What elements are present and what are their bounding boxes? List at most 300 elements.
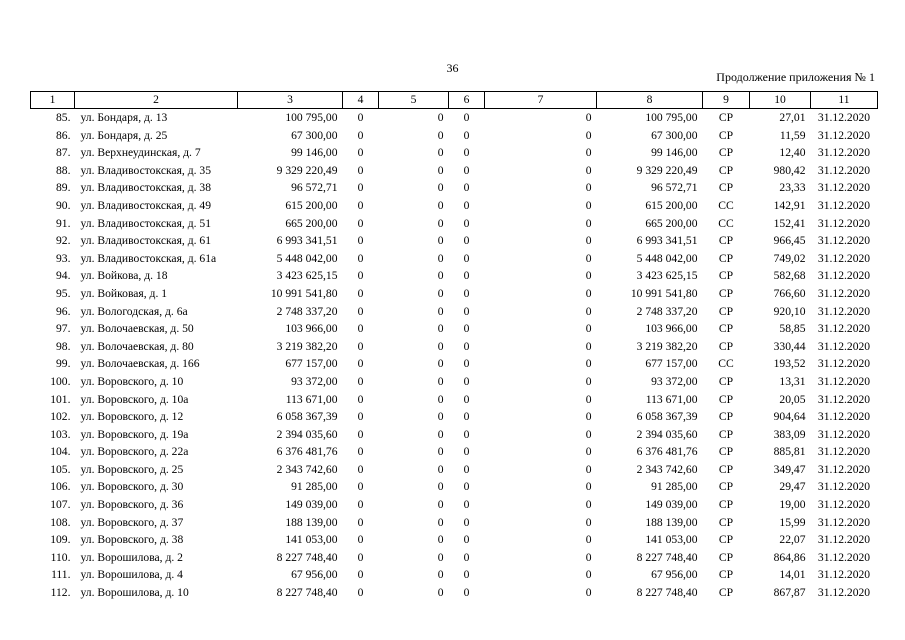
column-header: 4: [343, 92, 379, 109]
col6-cell: 0: [463, 374, 470, 388]
col7-cell: 0: [585, 568, 592, 582]
type-code-cell: СС: [718, 216, 734, 230]
address-cell: ул. Вологодская, д. 6а: [80, 304, 188, 318]
value-cell: 20,05: [779, 392, 806, 406]
date-cell: 31.12.2020: [817, 392, 871, 406]
col7-cell: 0: [585, 304, 592, 318]
col4-cell: 0: [357, 304, 364, 318]
table-row: [31, 426, 878, 444]
col7-cell: 0: [585, 410, 592, 424]
col7-cell: 0: [585, 515, 592, 529]
col5-cell: 0: [437, 392, 444, 406]
address-cell: ул. Владивостокская, д. 35: [80, 163, 211, 177]
value-cell: 904,64: [773, 410, 806, 424]
col4-cell: 0: [357, 586, 364, 600]
type-code-cell: СР: [718, 392, 734, 406]
amount-cell: 188 139,00: [285, 515, 338, 529]
col7-cell: 0: [585, 163, 592, 177]
total-amount-cell: 2 394 035,60: [636, 427, 698, 441]
row-number-cell: 88.: [56, 163, 71, 177]
type-code-cell: СР: [718, 111, 734, 124]
total-amount-cell: 9 329 220,49: [636, 163, 698, 177]
address-cell: ул. Воровского, д. 36: [80, 498, 184, 512]
col6-cell: 0: [463, 462, 470, 476]
col6-cell: 0: [463, 181, 470, 195]
row-number-cell: 96.: [56, 304, 71, 318]
col4-cell: 0: [357, 533, 364, 547]
row-number-cell: 95.: [56, 286, 71, 300]
col7-cell: 0: [585, 216, 592, 230]
table-row: [31, 127, 878, 145]
column-header: 2: [75, 92, 238, 109]
amount-cell: 8 227 748,40: [276, 586, 338, 600]
date-cell: 31.12.2020: [817, 111, 871, 124]
amount-cell: 9 329 220,49: [276, 163, 338, 177]
address-cell: ул. Воровского, д. 19а: [80, 427, 189, 441]
date-cell: 31.12.2020: [817, 339, 871, 353]
col4-cell: 0: [357, 198, 364, 212]
value-cell: 330,44: [773, 339, 806, 353]
total-amount-cell: 615 200,00: [645, 198, 698, 212]
page-number: 36: [446, 61, 459, 75]
column-header: 5: [379, 92, 449, 109]
row-number-cell: 108.: [50, 515, 71, 529]
date-cell: 31.12.2020: [817, 410, 871, 424]
amount-cell: 67 300,00: [291, 128, 338, 142]
type-code-cell: СР: [718, 251, 734, 265]
col6-cell: 0: [463, 410, 470, 424]
col4-cell: 0: [357, 410, 364, 424]
row-number-cell: 107.: [50, 498, 71, 512]
type-code-cell: СР: [718, 269, 734, 283]
address-cell: ул. Владивостокская, д. 51: [80, 216, 211, 230]
column-number-header-row: [31, 92, 878, 109]
col4-cell: 0: [357, 269, 364, 283]
col5-cell: 0: [437, 198, 444, 212]
table-row: [31, 285, 878, 303]
value-cell: 383,09: [773, 427, 806, 441]
row-number-cell: 111.: [51, 568, 71, 582]
column-header: 6: [449, 92, 485, 109]
amount-cell: 103 966,00: [285, 322, 338, 336]
col7-cell: 0: [585, 586, 592, 600]
col7-cell: 0: [585, 234, 592, 248]
row-number-cell: 97.: [56, 322, 71, 336]
col5-cell: 0: [437, 533, 444, 547]
amount-cell: 96 572,71: [291, 181, 338, 195]
address-cell: ул. Владивостокская, д. 61а: [80, 251, 217, 265]
date-cell: 31.12.2020: [817, 304, 871, 318]
col7-cell: 0: [585, 128, 592, 142]
col5-cell: 0: [437, 234, 444, 248]
row-number-cell: 98.: [56, 339, 71, 353]
col5-cell: 0: [437, 339, 444, 353]
amount-cell: 113 671,00: [285, 392, 338, 406]
col5-cell: 0: [437, 181, 444, 195]
col5-cell: 0: [437, 304, 444, 318]
col6-cell: 0: [463, 198, 470, 212]
col6-cell: 0: [463, 392, 470, 406]
col4-cell: 0: [357, 550, 364, 564]
address-cell: ул. Ворошилова, д. 2: [80, 550, 183, 564]
col4-cell: 0: [357, 374, 364, 388]
total-amount-cell: 8 227 748,40: [636, 586, 698, 600]
value-cell: 152,41: [773, 216, 806, 230]
type-code-cell: СР: [718, 480, 734, 494]
col4-cell: 0: [357, 357, 364, 371]
table-row: [31, 109, 878, 127]
col4-cell: 0: [357, 251, 364, 265]
address-cell: ул. Бондаря, д. 13: [80, 111, 168, 124]
total-amount-cell: 2 748 337,20: [636, 304, 698, 318]
amount-cell: 141 053,00: [285, 533, 338, 547]
col6-cell: 0: [463, 533, 470, 547]
table-row: [31, 303, 878, 321]
value-cell: 23,33: [779, 181, 806, 195]
col4-cell: 0: [357, 339, 364, 353]
col5-cell: 0: [437, 111, 444, 124]
col7-cell: 0: [585, 269, 592, 283]
date-cell: 31.12.2020: [817, 568, 871, 582]
col7-cell: 0: [585, 198, 592, 212]
col4-cell: 0: [357, 111, 364, 124]
col5-cell: 0: [437, 462, 444, 476]
col6-cell: 0: [463, 357, 470, 371]
address-cell: ул. Воровского, д. 12: [80, 410, 184, 424]
type-code-cell: СР: [718, 339, 734, 353]
amount-cell: 6 058 367,39: [276, 410, 338, 424]
amount-cell: 2 748 337,20: [276, 304, 338, 318]
type-code-cell: СР: [718, 568, 734, 582]
row-number-cell: 99.: [56, 357, 71, 371]
col6-cell: 0: [463, 163, 470, 177]
total-amount-cell: 99 146,00: [651, 146, 698, 160]
row-number-cell: 100.: [50, 374, 71, 388]
row-number-cell: 103.: [50, 427, 71, 441]
row-number-cell: 92.: [56, 234, 71, 248]
table-row: [31, 267, 878, 285]
col5-cell: 0: [437, 269, 444, 283]
value-cell: 27,01: [779, 111, 806, 124]
col6-cell: 0: [463, 480, 470, 494]
date-cell: 31.12.2020: [817, 146, 871, 160]
row-number-cell: 109.: [50, 533, 71, 547]
date-cell: 31.12.2020: [817, 128, 871, 142]
col7-cell: 0: [585, 427, 592, 441]
row-number-cell: 89.: [56, 181, 71, 195]
col7-cell: 0: [585, 445, 592, 459]
table-row: [31, 566, 878, 584]
col4-cell: 0: [357, 498, 364, 512]
col6-cell: 0: [463, 216, 470, 230]
col4-cell: 0: [357, 216, 364, 230]
amount-cell: 99 146,00: [291, 146, 338, 160]
table-row: [31, 443, 878, 461]
col7-cell: 0: [585, 462, 592, 476]
row-number-cell: 90.: [56, 198, 71, 212]
table-row: [31, 408, 878, 426]
row-number-cell: 104.: [50, 445, 71, 459]
value-cell: 58,85: [779, 322, 806, 336]
total-amount-cell: 2 343 742,60: [636, 462, 698, 476]
row-number-cell: 91.: [56, 216, 71, 230]
address-cell: ул. Верхнеудинская, д. 7: [80, 146, 201, 160]
date-cell: 31.12.2020: [817, 181, 871, 195]
address-cell: ул. Воровского, д. 10а: [80, 392, 189, 406]
col5-cell: 0: [437, 146, 444, 160]
table-row: [31, 478, 878, 496]
value-cell: 582,68: [773, 269, 806, 283]
col7-cell: 0: [585, 339, 592, 353]
col6-cell: 0: [463, 322, 470, 336]
date-cell: 31.12.2020: [817, 550, 871, 564]
data-table: [30, 91, 878, 602]
row-number-cell: 110.: [50, 550, 71, 564]
col5-cell: 0: [437, 550, 444, 564]
col6-cell: 0: [463, 427, 470, 441]
col4-cell: 0: [357, 445, 364, 459]
col5-cell: 0: [437, 374, 444, 388]
col4-cell: 0: [357, 462, 364, 476]
type-code-cell: СР: [718, 427, 734, 441]
table-row: [31, 461, 878, 479]
value-cell: 980,42: [773, 163, 806, 177]
address-cell: ул. Владивостокская, д. 61: [80, 234, 211, 248]
total-amount-cell: 3 423 625,15: [636, 269, 698, 283]
col6-cell: 0: [463, 286, 470, 300]
col6-cell: 0: [463, 568, 470, 582]
value-cell: 14,01: [779, 568, 806, 582]
address-cell: ул. Волочаевская, д. 166: [80, 357, 200, 371]
date-cell: 31.12.2020: [817, 515, 871, 529]
value-cell: 29,47: [779, 480, 806, 494]
total-amount-cell: 6 058 367,39: [636, 410, 698, 424]
total-amount-cell: 103 966,00: [645, 322, 698, 336]
col6-cell: 0: [463, 128, 470, 142]
amount-cell: 91 285,00: [291, 480, 338, 494]
type-code-cell: СР: [718, 533, 734, 547]
column-header: 9: [703, 92, 750, 109]
col4-cell: 0: [357, 163, 364, 177]
total-amount-cell: 96 572,71: [651, 181, 698, 195]
table-row: [31, 197, 878, 215]
total-amount-cell: 149 039,00: [645, 498, 698, 512]
col7-cell: 0: [585, 498, 592, 512]
col5-cell: 0: [437, 251, 444, 265]
amount-cell: 2 394 035,60: [276, 427, 338, 441]
amount-cell: 2 343 742,60: [276, 462, 338, 476]
address-cell: ул. Войкова, д. 18: [80, 269, 168, 283]
value-cell: 867,87: [773, 586, 806, 600]
col4-cell: 0: [357, 480, 364, 494]
table-row: [31, 355, 878, 373]
col4-cell: 0: [357, 568, 364, 582]
address-cell: ул. Воровского, д. 25: [80, 462, 184, 476]
table-row: [31, 496, 878, 514]
col7-cell: 0: [585, 286, 592, 300]
address-cell: ул. Волочаевская, д. 50: [80, 322, 194, 336]
column-header: 3: [238, 92, 343, 109]
col5-cell: 0: [437, 480, 444, 494]
total-amount-cell: 677 157,00: [645, 357, 698, 371]
col7-cell: 0: [585, 322, 592, 336]
value-cell: 15,99: [779, 515, 806, 529]
total-amount-cell: 141 053,00: [645, 533, 698, 547]
col4-cell: 0: [357, 128, 364, 142]
date-cell: 31.12.2020: [817, 533, 871, 547]
total-amount-cell: 3 219 382,20: [636, 339, 698, 353]
col6-cell: 0: [463, 111, 470, 124]
col5-cell: 0: [437, 410, 444, 424]
amount-cell: 67 956,00: [291, 568, 338, 582]
table-row: [31, 373, 878, 391]
col6-cell: 0: [463, 339, 470, 353]
col5-cell: 0: [437, 322, 444, 336]
amount-cell: 677 157,00: [285, 357, 338, 371]
amount-cell: 149 039,00: [285, 498, 338, 512]
total-amount-cell: 6 993 341,51: [636, 234, 698, 248]
date-cell: 31.12.2020: [817, 163, 871, 177]
type-code-cell: СР: [718, 234, 734, 248]
column-header: 11: [811, 92, 878, 109]
col4-cell: 0: [357, 322, 364, 336]
address-cell: ул. Волочаевская, д. 80: [80, 339, 194, 353]
address-cell: ул. Воровского, д. 37: [80, 515, 184, 529]
table-row: [31, 320, 878, 338]
date-cell: 31.12.2020: [817, 234, 871, 248]
col4-cell: 0: [357, 427, 364, 441]
col6-cell: 0: [463, 515, 470, 529]
table-row: [31, 179, 878, 197]
amount-cell: 8 227 748,40: [276, 550, 338, 564]
address-cell: ул. Войковая, д. 1: [80, 286, 168, 300]
col6-cell: 0: [463, 586, 470, 600]
col5-cell: 0: [437, 286, 444, 300]
value-cell: 193,52: [773, 357, 806, 371]
col5-cell: 0: [437, 216, 444, 230]
col7-cell: 0: [585, 374, 592, 388]
row-number-cell: 93.: [56, 251, 71, 265]
amount-cell: 615 200,00: [285, 198, 338, 212]
type-code-cell: СС: [718, 357, 734, 371]
value-cell: 349,47: [773, 462, 806, 476]
type-code-cell: СС: [718, 198, 734, 212]
type-code-cell: СР: [718, 445, 734, 459]
total-amount-cell: 8 227 748,40: [636, 550, 698, 564]
total-amount-cell: 665 200,00: [645, 216, 698, 230]
table-row: [31, 514, 878, 532]
table-row: [31, 584, 878, 602]
value-cell: 13,31: [779, 374, 806, 388]
table-row: [31, 162, 878, 180]
appendix-continuation-note: Продолжение приложения № 1: [716, 70, 875, 84]
amount-cell: 93 372,00: [291, 374, 338, 388]
value-cell: 885,81: [773, 445, 806, 459]
col7-cell: 0: [585, 480, 592, 494]
amount-cell: 5 448 042,00: [276, 251, 338, 265]
total-amount-cell: 188 139,00: [645, 515, 698, 529]
date-cell: 31.12.2020: [817, 427, 871, 441]
value-cell: 749,02: [773, 251, 806, 265]
total-amount-cell: 93 372,00: [651, 374, 698, 388]
value-cell: 966,45: [773, 234, 806, 248]
type-code-cell: СР: [718, 515, 734, 529]
type-code-cell: СР: [718, 498, 734, 512]
col5-cell: 0: [437, 498, 444, 512]
date-cell: 31.12.2020: [817, 586, 871, 600]
value-cell: 766,60: [773, 286, 806, 300]
total-amount-cell: 5 448 042,00: [636, 251, 698, 265]
row-number-cell: 112.: [50, 586, 71, 600]
row-number-cell: 105.: [50, 462, 71, 476]
row-number-cell: 87.: [56, 146, 71, 160]
address-cell: ул. Владивостокская, д. 49: [80, 198, 211, 212]
column-header: 10: [750, 92, 811, 109]
col5-cell: 0: [437, 163, 444, 177]
amount-cell: 3 423 625,15: [276, 269, 338, 283]
col5-cell: 0: [437, 568, 444, 582]
type-code-cell: СР: [718, 462, 734, 476]
col7-cell: 0: [585, 357, 592, 371]
col5-cell: 0: [437, 445, 444, 459]
amount-cell: 6 376 481,76: [276, 445, 338, 459]
amount-cell: 100 795,00: [285, 111, 338, 124]
value-cell: 12,40: [779, 146, 806, 160]
row-number-cell: 102.: [50, 410, 71, 424]
col4-cell: 0: [357, 515, 364, 529]
col7-cell: 0: [585, 251, 592, 265]
table-row: [31, 531, 878, 549]
total-amount-cell: 67 956,00: [651, 568, 698, 582]
col7-cell: 0: [585, 533, 592, 547]
table-row: [31, 549, 878, 567]
total-amount-cell: 91 285,00: [651, 480, 698, 494]
address-cell: ул. Ворошилова, д. 10: [80, 586, 189, 600]
address-cell: ул. Воровского, д. 22а: [80, 445, 189, 459]
value-cell: 920,10: [773, 304, 806, 318]
table-row: [31, 391, 878, 409]
address-cell: ул. Воровского, д. 10: [80, 374, 184, 388]
col4-cell: 0: [357, 234, 364, 248]
type-code-cell: СР: [718, 304, 734, 318]
address-cell: ул. Ворошилова, д. 4: [80, 568, 183, 582]
col5-cell: 0: [437, 427, 444, 441]
table-row: [31, 144, 878, 162]
address-cell: ул. Воровского, д. 38: [80, 533, 184, 547]
total-amount-cell: 67 300,00: [651, 128, 698, 142]
value-cell: 19,00: [779, 498, 806, 512]
value-cell: 11,59: [779, 128, 806, 142]
table-row: [31, 338, 878, 356]
col7-cell: 0: [585, 550, 592, 564]
col7-cell: 0: [585, 392, 592, 406]
value-cell: 22,07: [779, 533, 806, 547]
table-body: [31, 109, 878, 602]
total-amount-cell: 6 376 481,76: [636, 445, 698, 459]
total-amount-cell: 10 991 541,80: [630, 286, 698, 300]
row-number-cell: 86.: [56, 128, 71, 142]
column-header: 1: [31, 92, 75, 109]
col6-cell: 0: [463, 234, 470, 248]
value-cell: 864,86: [773, 550, 806, 564]
type-code-cell: СР: [718, 181, 734, 195]
col6-cell: 0: [463, 304, 470, 318]
date-cell: 31.12.2020: [817, 322, 871, 336]
type-code-cell: СР: [718, 163, 734, 177]
col5-cell: 0: [437, 586, 444, 600]
amount-cell: 3 219 382,20: [276, 339, 338, 353]
col6-cell: 0: [463, 445, 470, 459]
